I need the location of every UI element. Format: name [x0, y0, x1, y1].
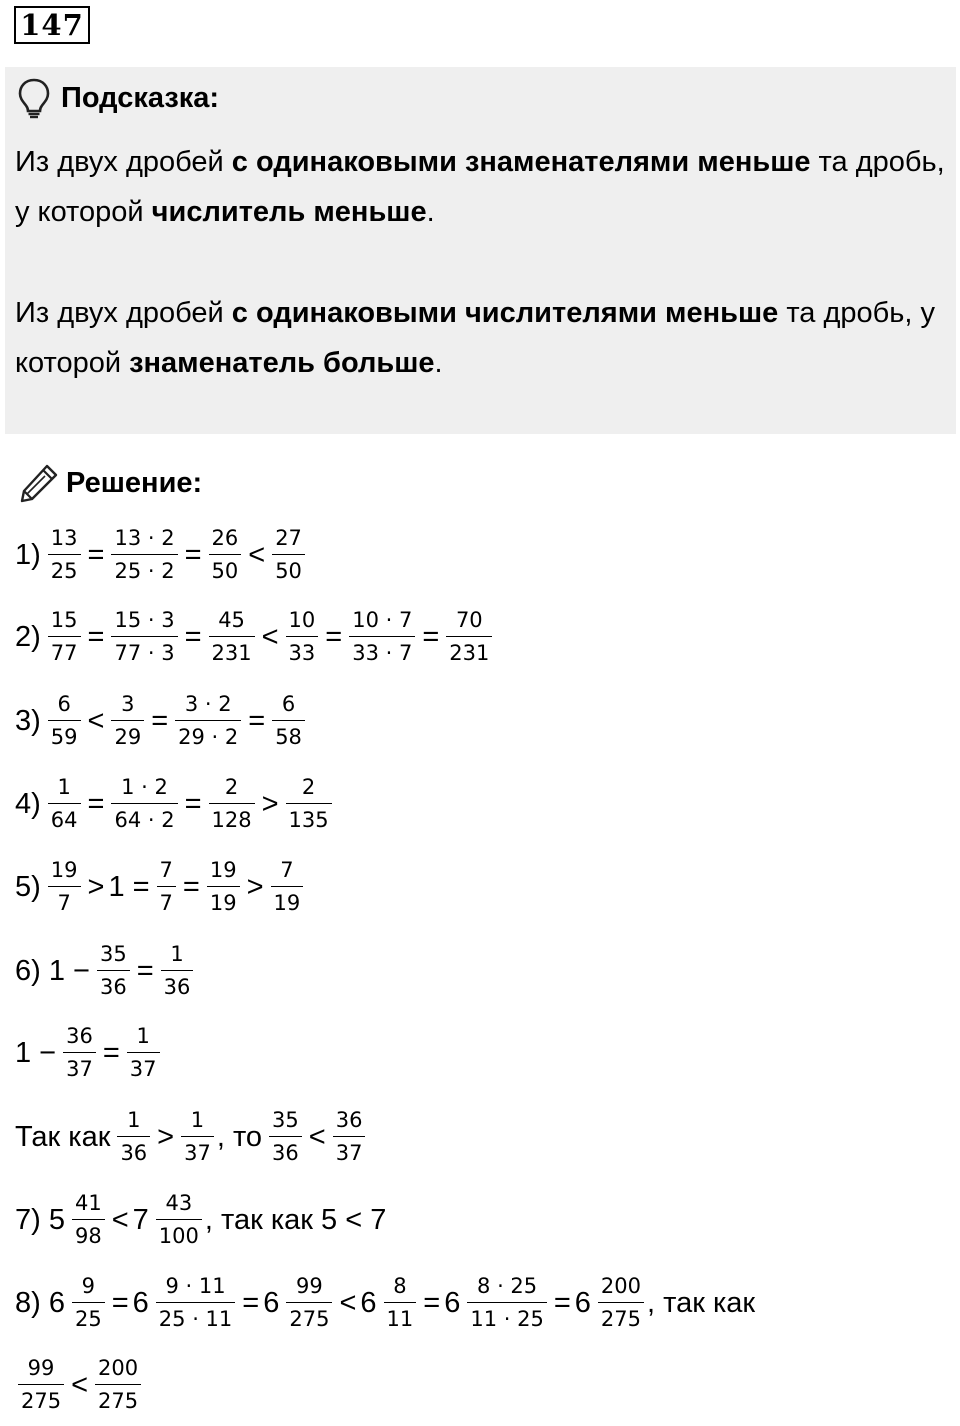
fraction — [209, 528, 242, 582]
numerator: 200 — [600, 1274, 641, 1298]
line-text: 6) 1 − — [15, 954, 90, 987]
hint-header — [17, 77, 219, 119]
solution-line-9 — [15, 1193, 390, 1247]
operator: > — [261, 787, 279, 820]
numerator: 2 — [224, 775, 239, 799]
fraction — [286, 1276, 332, 1330]
hint-text: та дробь, у которой — [15, 146, 945, 228]
fraction — [48, 694, 81, 748]
denominator: 11 · 25 — [470, 1307, 544, 1331]
operator: = — [102, 1036, 120, 1069]
fraction — [446, 610, 492, 664]
numerator: 7 — [159, 858, 173, 882]
denominator: 33 — [288, 641, 316, 665]
solution-line-11 — [15, 1358, 144, 1412]
operator: = — [111, 1286, 129, 1319]
denominator: 19 — [209, 891, 237, 915]
fraction — [111, 777, 177, 831]
fraction — [467, 1276, 546, 1330]
solution-line-4 — [15, 777, 335, 831]
denominator: 64 · 2 — [114, 808, 175, 832]
line-text: 1 − — [15, 1036, 57, 1069]
line-text: , то — [216, 1120, 263, 1153]
fraction — [111, 610, 177, 664]
line-text: 5) — [15, 870, 41, 903]
numerator: 6 — [281, 692, 296, 716]
denominator: 98 — [74, 1224, 102, 1248]
operator: < — [339, 1286, 357, 1319]
fraction — [48, 610, 81, 664]
denominator: 11 — [386, 1307, 414, 1331]
numerator: 1 — [190, 1108, 205, 1132]
fraction — [48, 777, 81, 831]
denominator: 37 — [335, 1141, 363, 1165]
numerator: 43 — [165, 1191, 193, 1215]
solution-line-2 — [15, 610, 495, 664]
hint-emphasis: с одинаковыми числителями меньше — [231, 297, 779, 329]
operator: = — [136, 954, 154, 987]
fraction — [157, 860, 176, 914]
operator: > — [246, 870, 264, 903]
denominator: 25 — [74, 1307, 102, 1331]
line-text: 1 — [108, 870, 125, 903]
hint-paragraph-1 — [15, 137, 945, 237]
denominator: 37 — [129, 1057, 157, 1081]
numerator: 99 — [27, 1356, 55, 1380]
fraction — [269, 1110, 302, 1164]
solution-header — [18, 462, 202, 504]
operator: < — [87, 704, 105, 737]
lightbulb-icon — [17, 77, 51, 119]
operator: = — [553, 1286, 571, 1319]
hint-box — [5, 67, 956, 434]
operator: = — [248, 704, 266, 737]
denominator: 128 — [211, 808, 252, 832]
denominator: 37 — [184, 1141, 211, 1165]
line-text: 6 — [263, 1286, 280, 1319]
fraction — [272, 694, 305, 748]
denominator: 50 — [275, 559, 302, 583]
numerator: 200 — [98, 1356, 139, 1380]
fraction — [161, 944, 194, 998]
operator: < — [261, 620, 279, 653]
solution-line-7 — [15, 1026, 163, 1080]
line-text: 6 — [132, 1286, 149, 1319]
fraction — [117, 1110, 150, 1164]
hint-text: та дробь, у которой — [15, 297, 935, 379]
line-text: 1) — [15, 538, 41, 571]
hint-paragraph-2 — [15, 288, 945, 388]
numerator: 19 — [209, 858, 237, 882]
denominator: 77 · 3 — [114, 641, 175, 665]
denominator: 29 — [114, 725, 142, 749]
solution-line-6 — [15, 944, 196, 998]
fraction — [48, 860, 81, 914]
numerator: 3 · 2 — [184, 692, 232, 716]
numerator: 10 — [288, 608, 316, 632]
denominator: 37 — [66, 1057, 93, 1081]
denominator: 231 — [211, 641, 252, 665]
operator: = — [87, 538, 105, 571]
numerator: 8 · 25 — [477, 1274, 538, 1298]
hint-label: Подсказка: — [61, 81, 220, 114]
denominator: 77 — [50, 641, 78, 665]
fraction — [333, 1110, 366, 1164]
numerator: 2 — [301, 775, 316, 799]
denominator: 7 — [57, 891, 71, 915]
operator: > — [157, 1120, 175, 1153]
solution-line-10 — [15, 1276, 759, 1330]
numerator: 41 — [74, 1191, 102, 1215]
operator: < — [71, 1368, 89, 1401]
fraction — [286, 777, 332, 831]
solution-label: Решение: — [66, 466, 203, 499]
fraction — [72, 1276, 105, 1330]
fraction — [111, 528, 177, 582]
hint-text: Из двух дробей — [15, 146, 232, 178]
fraction — [181, 1110, 214, 1164]
denominator: 58 — [275, 725, 302, 749]
operator: = — [132, 870, 150, 903]
numerator: 26 — [211, 526, 239, 550]
numerator: 3 — [121, 692, 135, 716]
line-text: 6 — [574, 1286, 591, 1319]
operator: > — [87, 870, 105, 903]
denominator: 7 — [159, 891, 173, 915]
fraction — [48, 528, 81, 582]
numerator: 1 — [57, 775, 71, 799]
denominator: 59 — [50, 725, 78, 749]
numerator: 13 · 2 — [114, 526, 175, 550]
operator: = — [87, 620, 105, 653]
numerator: 6 — [57, 692, 71, 716]
line-text: , так как — [647, 1286, 756, 1319]
denominator: 275 — [289, 1307, 330, 1331]
operator: = — [184, 787, 202, 820]
denominator: 100 — [158, 1224, 199, 1248]
line-text: 8) 6 — [15, 1286, 65, 1319]
operator: = — [184, 538, 202, 571]
denominator: 275 — [600, 1307, 641, 1331]
hint-text: Из двух дробей — [15, 297, 232, 329]
denominator: 29 · 2 — [178, 725, 239, 749]
fraction — [207, 860, 240, 914]
operator: = — [242, 1286, 260, 1319]
hint-emphasis: числитель меньше — [151, 196, 427, 228]
line-text: 7 — [132, 1203, 149, 1236]
fraction — [384, 1276, 417, 1330]
denominator: 50 — [211, 559, 239, 583]
numerator: 70 — [455, 608, 483, 632]
numerator: 35 — [99, 942, 127, 966]
line-text: 6 — [360, 1286, 377, 1319]
denominator: 36 — [272, 1141, 299, 1165]
line-text: Так как — [15, 1120, 111, 1153]
numerator: 1 — [170, 942, 184, 966]
operator: = — [87, 787, 105, 820]
denominator: 25 · 11 — [158, 1307, 233, 1331]
numerator: 7 — [280, 858, 294, 882]
numerator: 45 — [218, 608, 245, 632]
fraction — [272, 528, 305, 582]
numerator: 15 · 3 — [114, 608, 175, 632]
numerator: 1 — [127, 1108, 141, 1132]
operator: < — [248, 538, 266, 571]
fraction — [349, 610, 415, 664]
numerator: 1 — [136, 1024, 150, 1048]
denominator: 25 · 2 — [114, 559, 175, 583]
fraction — [598, 1276, 644, 1330]
hint-text: . — [434, 347, 443, 379]
denominator: 64 — [50, 808, 78, 832]
denominator: 36 — [99, 975, 127, 999]
solution-line-8 — [15, 1110, 368, 1164]
task-number: 147 — [14, 6, 90, 44]
pencil-icon — [18, 462, 60, 504]
numerator: 99 — [296, 1274, 323, 1298]
line-text: 4) — [15, 787, 41, 820]
hint-text: . — [426, 196, 435, 228]
numerator: 13 — [50, 526, 78, 550]
denominator: 275 — [98, 1389, 139, 1413]
fraction — [97, 944, 130, 998]
line-text: 3) — [15, 704, 41, 737]
operator: = — [325, 620, 343, 653]
fraction — [286, 610, 319, 664]
fraction — [156, 1276, 235, 1330]
solution-line-1 — [15, 528, 308, 582]
fraction — [175, 694, 241, 748]
fraction — [127, 1026, 160, 1080]
fraction — [271, 860, 304, 914]
numerator: 36 — [335, 1108, 363, 1132]
line-text: 7) 5 — [15, 1203, 65, 1236]
numerator: 15 — [50, 608, 78, 632]
denominator: 36 — [120, 1141, 148, 1165]
fraction — [209, 777, 255, 831]
denominator: 36 — [163, 975, 191, 999]
denominator: 19 — [273, 891, 301, 915]
numerator: 36 — [66, 1024, 93, 1048]
numerator: 1 · 2 — [121, 775, 168, 799]
operator: = — [184, 620, 202, 653]
fraction — [63, 1026, 96, 1080]
operator: < — [308, 1120, 326, 1153]
operator: = — [422, 620, 440, 653]
hint-emphasis: знаменатель больше — [129, 347, 435, 379]
numerator: 10 · 7 — [352, 608, 413, 632]
operator: = — [151, 704, 169, 737]
line-text: , так как 5 < 7 — [204, 1203, 387, 1236]
denominator: 135 — [288, 808, 329, 832]
fraction — [72, 1193, 105, 1247]
operator: = — [423, 1286, 441, 1319]
denominator: 33 · 7 — [352, 641, 413, 665]
hint-emphasis: с одинаковыми знаменателями меньше — [231, 146, 811, 178]
numerator: 8 — [393, 1274, 407, 1298]
fraction — [111, 694, 144, 748]
numerator: 9 — [81, 1274, 96, 1298]
numerator: 27 — [275, 526, 302, 550]
solution-line-3 — [15, 694, 308, 748]
numerator: 35 — [272, 1108, 299, 1132]
fraction — [18, 1358, 64, 1412]
fraction — [156, 1193, 202, 1247]
denominator: 231 — [449, 641, 490, 665]
line-text: 2) — [15, 620, 41, 653]
denominator: 25 — [50, 559, 78, 583]
numerator: 9 · 11 — [165, 1274, 226, 1298]
denominator: 275 — [21, 1389, 62, 1413]
operator: = — [182, 870, 200, 903]
fraction — [209, 610, 255, 664]
solution-line-5 — [15, 860, 306, 914]
numerator: 19 — [50, 858, 78, 882]
line-text: 6 — [444, 1286, 461, 1319]
fraction — [95, 1358, 141, 1412]
operator: < — [111, 1203, 129, 1236]
